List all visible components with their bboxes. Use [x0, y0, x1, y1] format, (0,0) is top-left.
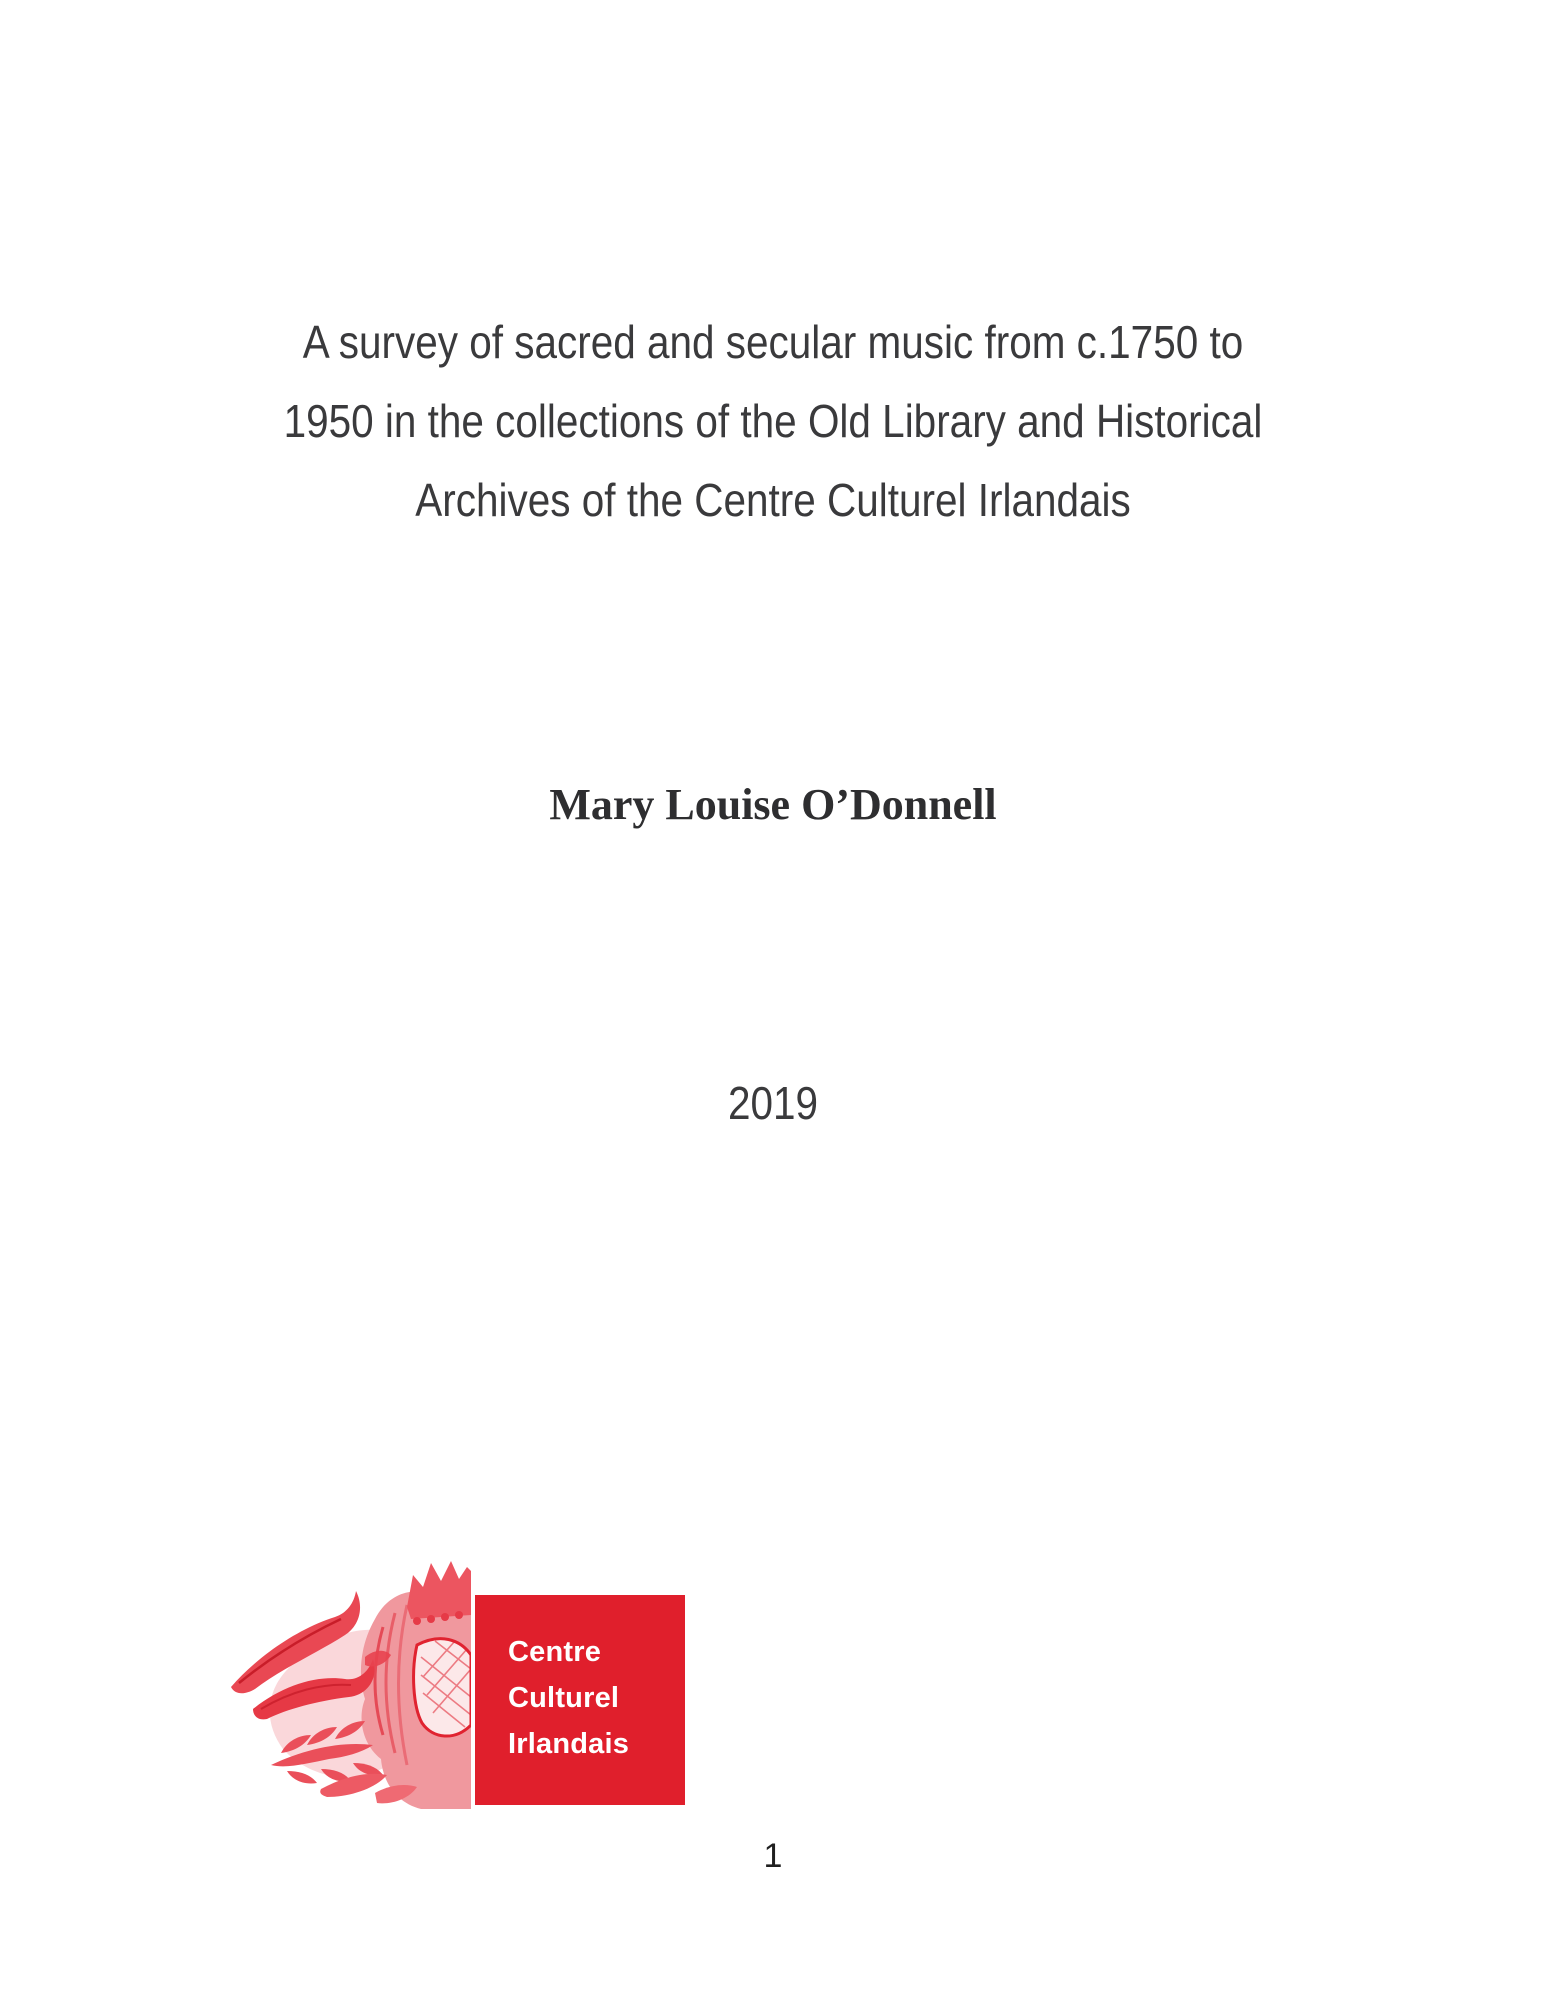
ornament-flourish-image [225, 1557, 471, 1813]
cci-logo-square [475, 1595, 685, 1805]
document-title [93, 303, 1453, 540]
author-name: Mary Louise O’Donnell [549, 780, 997, 829]
logo-text-centre: Centre [508, 1636, 602, 1668]
page-number: 1 [763, 1837, 783, 1875]
logo-text-irlandais: Irlandais [508, 1728, 630, 1760]
logo-text-culturel: Culturel [508, 1682, 620, 1714]
cci-logo [225, 1557, 685, 1815]
publication-year: 2019 [727, 1077, 819, 1129]
title-line-2: 1950 in the collections of the Old Library and Historical [283, 395, 1263, 447]
title-line-1: A survey of sacred and secular music from c.1750 to [302, 316, 1244, 368]
title-line-3: Archives of the Centre Culturel Irlandais [415, 474, 1131, 526]
